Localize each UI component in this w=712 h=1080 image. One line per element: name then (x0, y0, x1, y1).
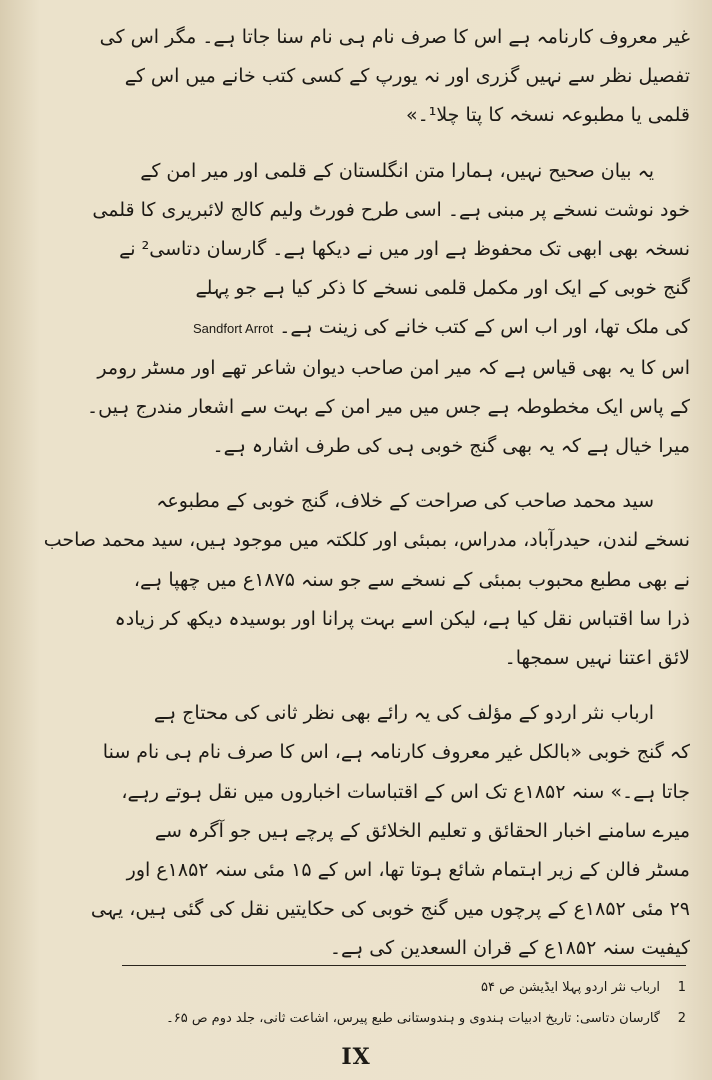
footnote-1 (22, 972, 686, 1003)
text-line-with-english (22, 308, 690, 348)
text-line: خود نوشت نسخے پر مبنی ہے۔ اسی طرح فورٹ ولیم کالج لائبریری کا قلمی (92, 198, 690, 221)
text-line: کے پاس ایک مخطوطہ ہے جس میں میر امن کے بہت سے اشعار مندرج ہیں۔ (86, 395, 690, 418)
page-number: IX (341, 1044, 371, 1070)
text-line: سید محمد صاحب کی صراحت کے خلاف، گنج خوبی کے مطبوعہ (156, 490, 654, 513)
english-name: Sandfort Arrot (193, 321, 274, 337)
text-line: ذرا سا اقتباس نقل کیا ہے، لیکن اسے بہت پرانا اور بوسیدہ دیکھ کر زیادہ (114, 607, 690, 630)
footnote-number: 2 (677, 1011, 686, 1026)
paragraph-4 (22, 694, 690, 968)
footnotes (22, 972, 686, 1034)
text-line: کیفیت سنہ ۱۸۵۲ع کے قران السعدین کی ہے۔ (329, 937, 690, 960)
text-line: لائق اعتنا نہیں سمجھا۔ (504, 647, 690, 670)
text-line: ۲۹ مئی ۱۸۵۲ع کے پرچوں میں گنج خوبی کی حکایتیں نقل کی گئی ہیں، یہی (90, 898, 690, 921)
text-line: نسخے لندن، حیدرآباد، مدراس، بمبئی اور کلکتہ میں موجود ہیں، سید محمد صاحب (43, 529, 690, 552)
footnote-divider (122, 965, 686, 966)
text-line: مسٹر فالن کے زیر اہتمام شائع ہوتا تھا، اس کے ۱۵ مئی سنہ ۱۸۵۲ع اور (126, 859, 690, 882)
text-line: گنج خوبی کے ایک اور مکمل قلمی نسخے کا ذکر کیا ہے جو پہلے (195, 277, 690, 300)
footnote-text: ارباب نثر اردو پہلا ایڈیشن ص ۵۴ (480, 980, 660, 995)
paragraph-1 (22, 18, 690, 136)
paragraph-2 (22, 152, 690, 467)
text-line: میرے سامنے اخبار الحقائق و تعلیم الخلائق کے پرچے ہیں جو آگرہ سے (154, 819, 690, 842)
text-line: نے بھی مطبع محبوب بمبئی کے نسخے سے جو سنہ ۱۸۷۵ع میں چھپا ہے، (133, 568, 690, 591)
paragraph-3 (22, 482, 690, 678)
footnote-number: 1 (677, 980, 686, 995)
footnote-text: گارسان دتاسی: تاریخ ادبیات ہندوی و ہندوستانی طبع پیرس، اشاعت ثانی، جلد دوم ص ۶۵۔ (166, 1011, 660, 1026)
text-line: اس کا یہ بھی قیاس ہے کہ میر امن صاحب دیوان شاعر تھے اور مسٹر رومر (97, 356, 690, 379)
body-text (22, 18, 690, 969)
text-line: یہ بیان صحیح نہیں، ہمارا متن انگلستان کے قلمی اور میر امن کے (140, 159, 654, 182)
footnote-2 (22, 1003, 686, 1034)
text-segment: کی ملک تھا، اور اب اس کے کتب خانے کی زینت ہے۔ (279, 316, 690, 339)
text-line: ارباب نثر اردو کے مؤلف کی یہ رائے بھی نظر ثانی کی محتاج ہے (153, 702, 654, 725)
text-line: نسخہ بھی ابھی تک محفوظ ہے اور میں نے دیکھا ہے۔ گارسان دتاسی² نے (119, 238, 690, 261)
text-line: کہ گنج خوبی «بالکل غیر معروف کارنامہ ہے، اس کا صرف نام ہی نام سنا (102, 741, 690, 764)
text-line: جاتا ہے۔» سنہ ۱۸۵۲ع تک اس کے اقتباسات اخباروں میں نقل ہوتے رہے، (121, 780, 690, 803)
text-line: قلمی یا مطبوعہ نسخہ کا پتا چلا¹۔» (405, 104, 690, 127)
text-line: میرا خیال ہے کہ یہ بھی گنج خوبی ہی کی طرف اشارہ ہے۔ (212, 435, 690, 458)
text-line: تفصیل نظر سے نہیں گزری اور نہ یورپ کے کسی کتب خانے میں اس کے (124, 65, 690, 88)
text-line: غیر معروف کارنامہ ہے اس کا صرف نام ہی نام سنا جاتا ہے۔ مگر اس کی (99, 26, 690, 48)
